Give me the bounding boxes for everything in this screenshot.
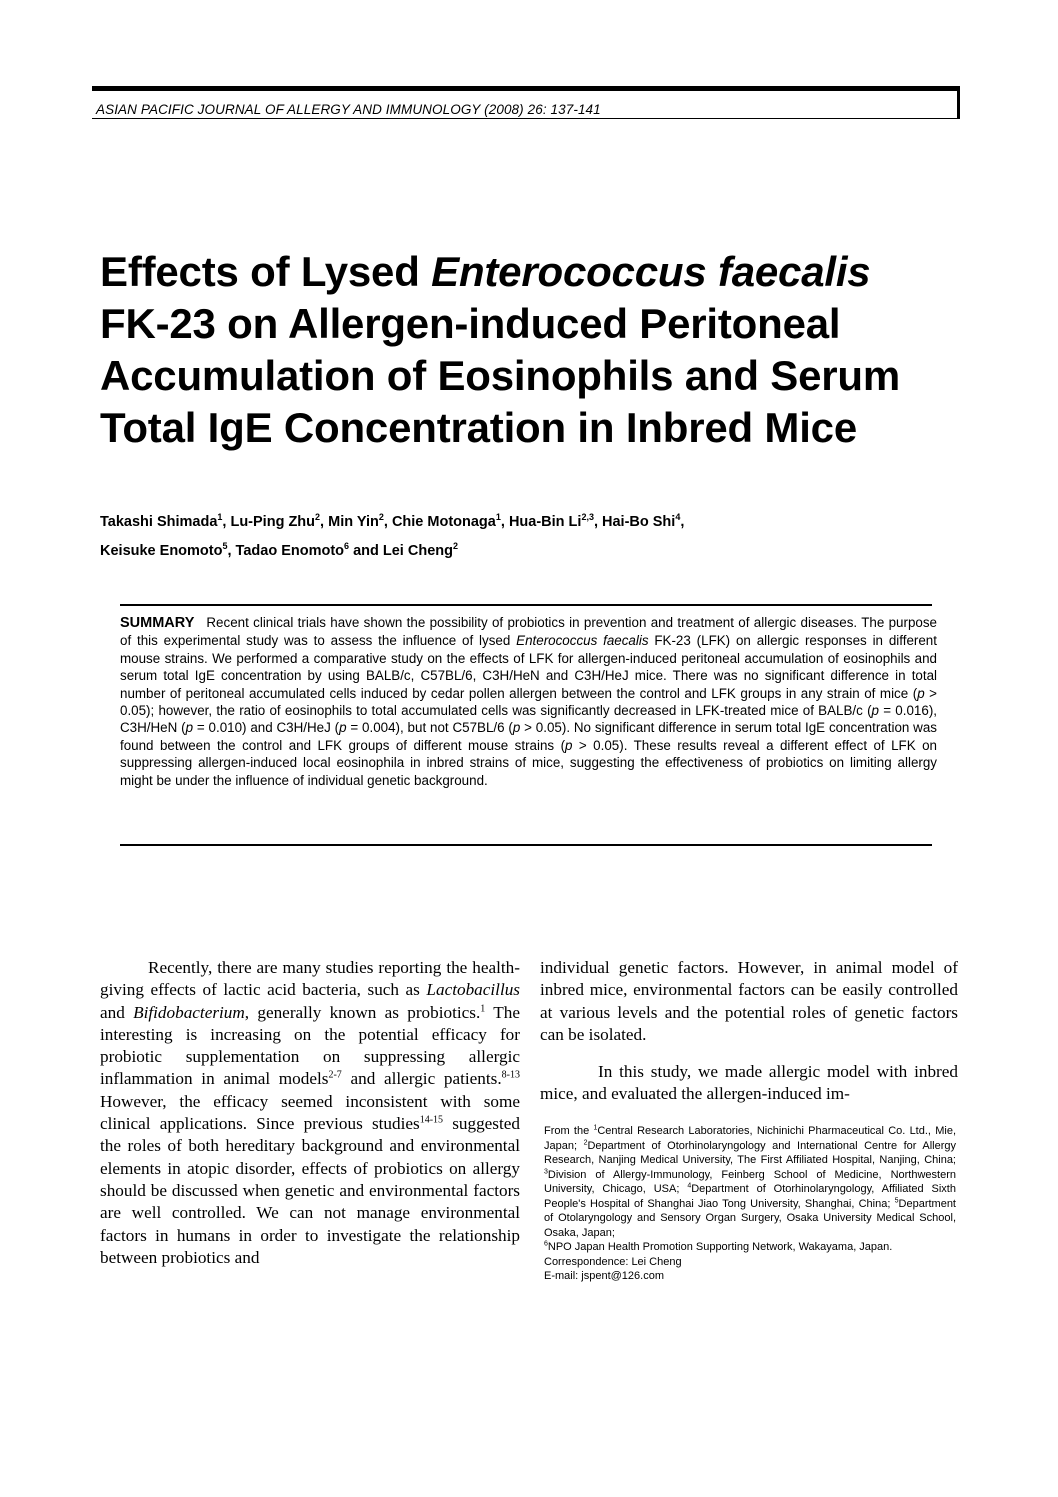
author-affiliation: 2	[452, 540, 458, 551]
summary-species: Enterococcus faecalis	[516, 633, 649, 649]
genus-name: Bifidobacterium	[133, 1002, 245, 1022]
p-symbol: p	[512, 720, 521, 736]
p-symbol: p	[917, 685, 925, 701]
author-list: Takashi Shimada$^1$, Lu-Ping Zhu$^2$, Min Yin$^2$, Chie Motonaga$^1$, Hua-Bin Li$^{2,3}$, Hai-Bo Shi$^4$, Keisuke Enomoto$^5$, Tadao Enomoto$^6$ and Lei Cheng$^2$	[100, 512, 685, 559]
p-symbol: p	[339, 720, 347, 736]
author: Lu-Ping Zhu	[230, 513, 316, 530]
text-segment: However, the efficacy seemed inconsistent with some clinical applications. Since previous studies	[100, 1091, 520, 1134]
body-paragraph: individual genetic factors. However, in animal model of inbred mice, environmental factors can be easily controlled at various levels and the potential roles of genetic factors can be isolated.	[540, 958, 958, 1044]
text-segment: , generally known as probiotics.	[244, 1002, 481, 1022]
author: Keisuke Enomoto	[100, 542, 223, 559]
summary-segment: = 0.004), but not C57BL/6 (	[346, 720, 513, 736]
footnote-segment: Central Research Laboratories, Nichinichi Pharmaceutical Co. Ltd., Mie, Japan;	[544, 1125, 956, 1152]
footnote-segment: From the	[544, 1125, 594, 1137]
author-affiliation: 6	[344, 540, 350, 551]
author: Hua-Bin Li	[508, 513, 582, 530]
author-affiliation: 2	[315, 512, 321, 522]
title-line-3: Accumulation of Eosinophils and Serum	[100, 352, 901, 399]
summary-segment: = 0.010) and C3H/HeJ (	[193, 720, 340, 736]
summary-segment: > 0.05); however, the ratio of eosinophils to total accumulated cells was significantly decreased in LFK-treated mice of BALB/c (	[120, 685, 937, 719]
citation-ref: 14-15	[419, 1114, 444, 1126]
title-line-1: Effects of Lysed Enterococcus faecalis	[100, 248, 871, 295]
footnote-segment: Department of Otorhinolaryngology, Affiliated Sixth People's Hospital of Shanghai Jiao Tong University, Shanghai, China;	[544, 1183, 956, 1210]
affiliation-marker: 1	[593, 1124, 598, 1132]
author: Takashi Shimada	[100, 513, 218, 530]
text-segment: and	[100, 1002, 134, 1022]
footnote-segment: NPO Japan Health Promotion Supporting Network, Wakayama, Japan.	[547, 1241, 893, 1253]
author-affiliation: 2	[378, 512, 384, 522]
email-line: E-mail: jspent@126.com	[544, 1270, 664, 1282]
author: Hai-Bo Shi	[602, 513, 676, 530]
summary-segment: > 0.05). These results reveal a different effect of LFK on suppressing allergen-induced local eosinophila in inbred strains of mice, suggesting the effectiveness of probiotics on limiting allergy might be under the influence of individual genetic background.	[120, 737, 937, 788]
article-title	[100, 246, 980, 454]
affiliations	[544, 1124, 956, 1255]
author: Min Yin	[328, 513, 379, 530]
title-line-4: Total IgE Concentration in Inbred Mice	[100, 404, 857, 451]
footnote-segment: Division of Allergy-Immunology, Feinberg School of Medicine, Northwestern University, Chicago, USA;	[544, 1168, 956, 1195]
correspondence-line: Correspondence: Lei Cheng	[544, 1255, 682, 1268]
journal-citation: ASIAN PACIFIC JOURNAL OF ALLERGY AND IMMUNOLOGY (2008) 26: 137-141	[96, 102, 601, 117]
author-affiliation: 1	[495, 512, 501, 522]
summary-segment: FK-23 (LFK) on allergic responses in different mouse strains. We performed a comparative study on the effects of LFK for allergen-induced peritoneal accumulation of eosinophils and serum total IgE concentration by using BALB/c, C57BL/6, C3H/HeN and C3H/HeJ mice. There was no significant difference in total number of peritoneal accumulated cells induced by cedar pollen allergen between the control and LFK groups in any strain of mice (	[120, 633, 937, 701]
summary-text	[120, 614, 937, 789]
title-line-2: FK-23 on Allergen-induced Peritoneal	[100, 300, 841, 347]
body-column-right	[540, 957, 958, 1106]
summary-segment: = 0.016), C3H/HeN (	[120, 703, 938, 736]
body-paragraph	[100, 957, 520, 1269]
text-segment: The interesting is increasing on the potential efficacy for probiotic supplementation on suppressing allergic inflammation in animal models	[100, 1002, 520, 1089]
title-species: Enterococcus faecalis	[431, 248, 871, 295]
summary-segment: > 0.05). No significant difference in serum total IgE concentration was found between the control and LFK groups of different mouse strains (	[120, 720, 937, 753]
affiliations-footnote	[544, 1124, 956, 1284]
citation-ref: 2-7	[328, 1069, 342, 1081]
affiliation-marker: 4	[687, 1182, 692, 1190]
p-symbol: p	[565, 737, 573, 753]
author-conjunction: and	[349, 542, 383, 559]
affiliation-marker: 2	[583, 1138, 588, 1146]
summary-label: SUMMARY	[120, 615, 195, 631]
author-affiliation: 1	[217, 512, 223, 522]
author: Tadao Enomoto	[235, 542, 345, 559]
author: Lei Cheng	[382, 542, 453, 559]
summary-segment: Recent clinical trials have shown the possibility of probiotics in prevention and treatment of allergic diseases. The purpose of this experimental study was to assess the influence of lysed	[120, 615, 937, 649]
author-affiliation: 5	[222, 540, 228, 551]
footnote-segment: Department of Otorhinolaryngology and International Centre for Allergy Research, Nanjing Medical University, The First Affiliated Hospital, Nanjing, China;	[544, 1139, 956, 1166]
citation-ref: 8-13	[501, 1069, 520, 1081]
footnote-segment: Department of Otolaryngology and Sensory Organ Surgery, Osaka University Medical School, Osaka, Japan;	[544, 1197, 956, 1239]
author: Chie Motonaga	[391, 513, 496, 530]
body-paragraph: In this study, we made allergic model with inbred mice, and evaluated the allergen-induced im-	[540, 1062, 958, 1104]
author-affiliation: 4	[675, 512, 681, 522]
text-segment: and allergic patients.	[341, 1069, 502, 1089]
citation-ref: 1	[480, 1002, 486, 1014]
text-segment: suggested the roles of both hereditary background and environmental elements in atopic disorder, effects of probiotics on allergy should be discussed when genetic and environmental factors are well controlled. We can not manage environmental factors in humans in order to investigate the relationship between probiotics and	[100, 1114, 520, 1267]
p-symbol: p	[185, 720, 194, 736]
affiliation-marker: 5	[894, 1196, 899, 1204]
author-affiliation: 2,3	[581, 512, 594, 522]
summary-box	[120, 604, 938, 846]
affiliation-marker: 3	[544, 1167, 548, 1175]
journal-header	[92, 86, 960, 119]
affiliation-marker: 6	[544, 1240, 548, 1248]
text-segment: Recently, there are many studies reporting the health-giving effects of lactic acid bacteria, such as	[100, 958, 520, 1000]
genus-name: Lactobacillus	[426, 980, 520, 1000]
body-column-left	[100, 957, 520, 1269]
p-symbol: p	[871, 703, 879, 719]
